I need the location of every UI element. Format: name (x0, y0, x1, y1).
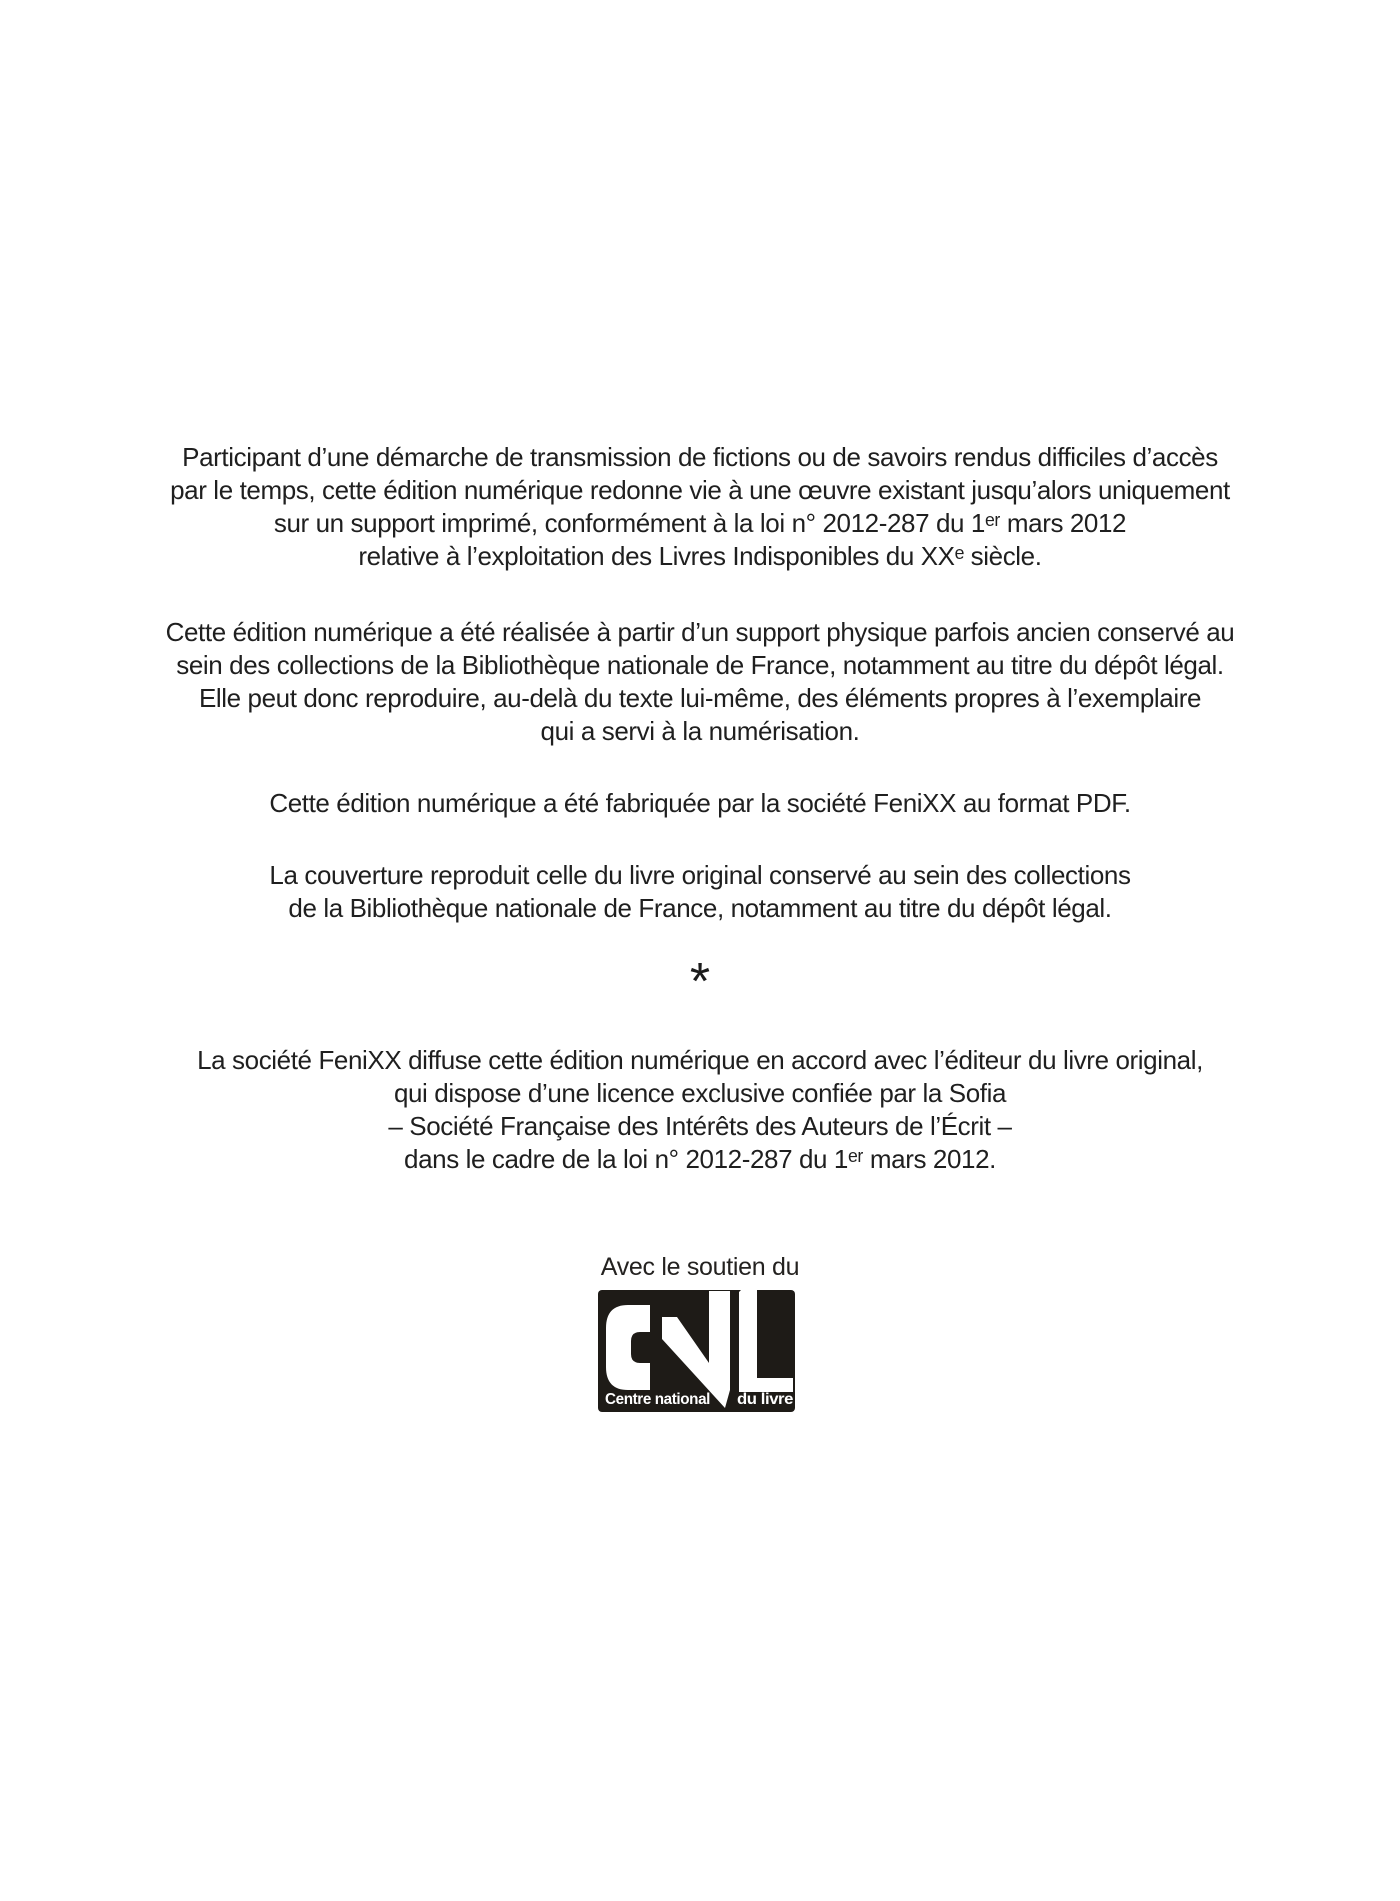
legal-notice-paragraph-1 (0, 441, 1400, 573)
cnl-logo (598, 1284, 795, 1412)
legal-notice-paragraph-5 (0, 1044, 1400, 1176)
notice-line: Cette édition numérique a été fabriquée par la société FeniXX au format PDF. (269, 788, 1131, 818)
notice-line: Elle peut donc reproduire, au-delà du texte lui-même, des éléments propres à l’exemplaire (198, 683, 1202, 713)
notice-line: relative à l’exploitation des Livres Indisponibles du XXᵉ siècle. (358, 541, 1042, 571)
notice-line: dans le cadre de la loi n° 2012-287 du 1ᵉʳ mars 2012. (404, 1144, 996, 1174)
cnl-caption-right: du livre (737, 1391, 794, 1408)
notice-line: de la Bibliothèque nationale de France, notamment au titre du dépôt légal. (288, 893, 1112, 923)
legal-notice-paragraph-4 (0, 859, 1400, 925)
legal-notice-paragraph-3 (0, 787, 1400, 820)
support-label: Avec le soutien du (600, 1253, 800, 1281)
notice-line: Participant d’une démarche de transmission de fictions ou de savoirs rendus difficiles d’accès (182, 442, 1218, 472)
notice-line: Cette édition numérique a été réalisée à partir d’un support physique parfois ancien conservé au (165, 617, 1235, 647)
notice-line: qui dispose d’une licence exclusive confiée par la Sofia (393, 1078, 1007, 1108)
legal-notice-paragraph-2 (0, 616, 1400, 748)
section-separator-asterisk: * (689, 953, 711, 1011)
notice-line: La société FeniXX diffuse cette édition numérique en accord avec l’éditeur du livre original, (197, 1045, 1203, 1075)
cnl-caption-left: Centre national (605, 1391, 711, 1408)
notice-line: La couverture reproduit celle du livre original conservé au sein des collections (269, 860, 1131, 890)
notice-line: qui a servi à la numérisation. (540, 716, 860, 746)
notice-line: sur un support imprimé, conformément à la loi n° 2012-287 du 1ᵉʳ mars 2012 (273, 508, 1127, 538)
notice-line: – Société Française des Intérêts des Auteurs de l’Écrit – (388, 1111, 1012, 1141)
notice-line: par le temps, cette édition numérique redonne vie à une œuvre existant jusqu’alors uniquement (170, 475, 1230, 505)
notice-line: sein des collections de la Bibliothèque nationale de France, notamment au titre du dépôt légal. (176, 650, 1224, 680)
